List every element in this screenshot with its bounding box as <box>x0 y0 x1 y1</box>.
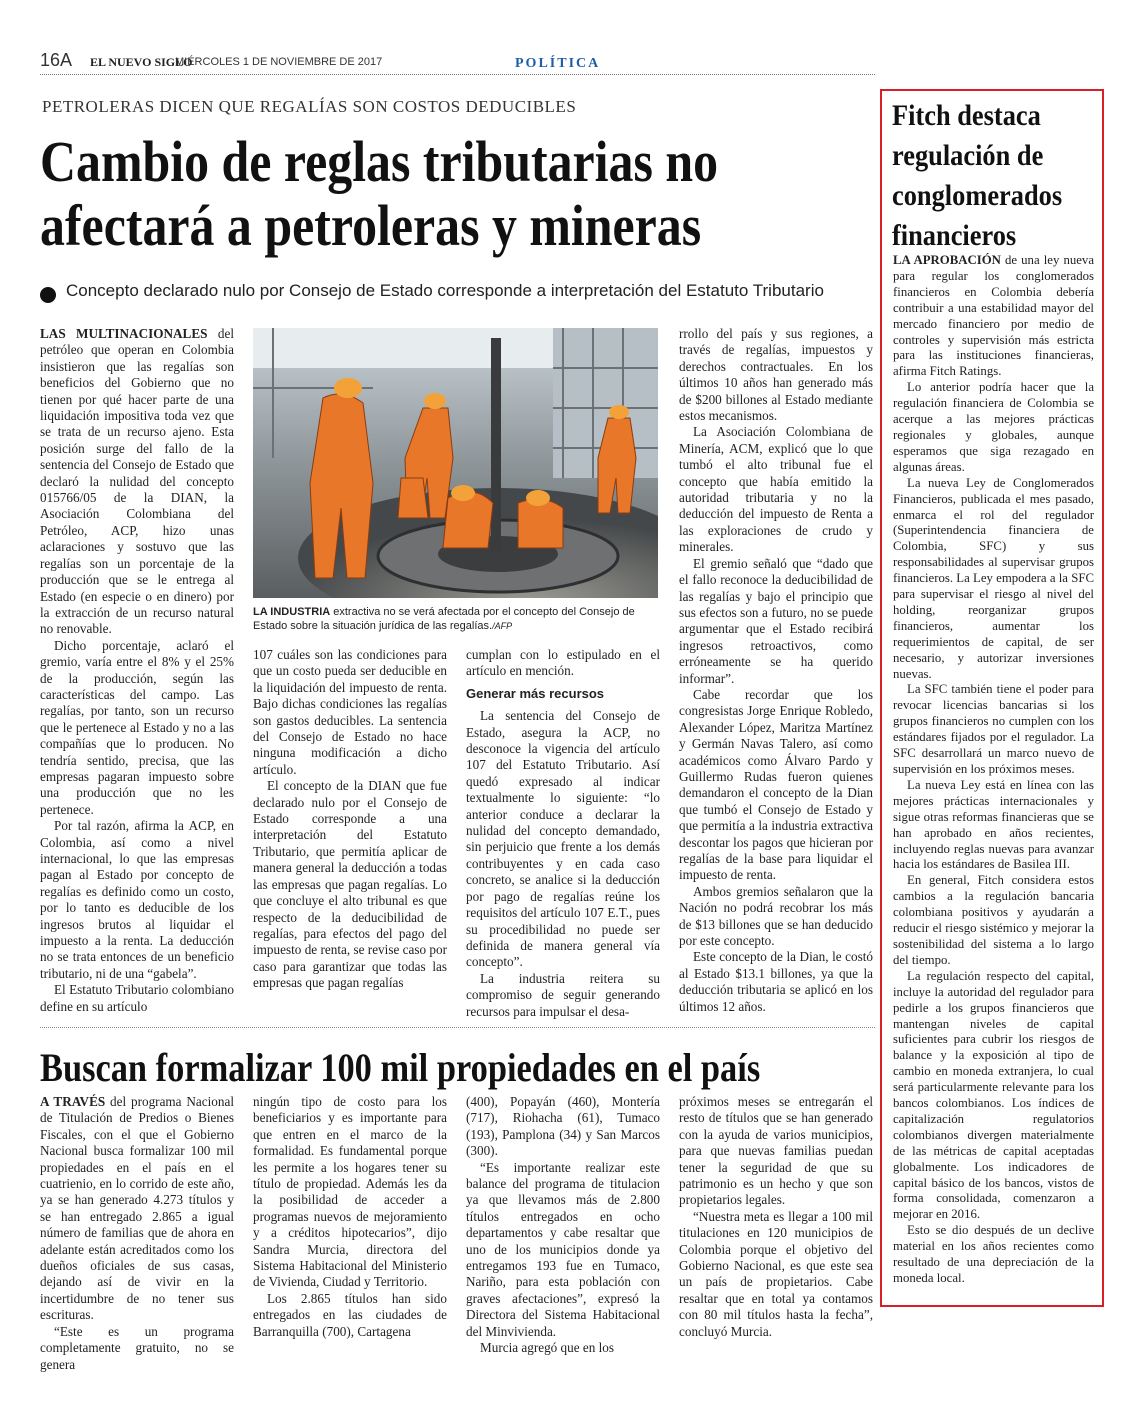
article-kicker: PETROLERAS DICEN QUE REGALÍAS SON COSTOS DEDUCIBLES <box>42 97 577 116</box>
article-divider <box>40 1027 875 1028</box>
issue-date: MIÉRCOLES 1 DE NOVIEMBRE DE 2017 <box>175 56 383 68</box>
paragraph: 107 cuáles son las condiciones para que un costo pueda ser deducible en la liquidación del impuesto de renta. Bajo dichas condiciones las regalías son gastos deducibles. La sentencia del Consejo de Estado no hace ninguna modificación a dicho artículo. <box>253 647 447 777</box>
newspaper-name: EL NUEVO SIGLO <box>90 55 193 69</box>
lead-in: LA APROBACIÓN <box>893 253 1001 267</box>
sidebar-column <box>893 253 1094 1287</box>
paragraph-text: del programa Nacional de Titulación de Predios o Bienes Fiscales, con el que el Gobierno Nacional busca formalizar 100 mil propiedades en el país en el cuatrienio, en lo corrido de este año, ya se han generado 4.273 títulos y se han entregado 2.865 a igual número de familias que de ahora en adelante están acreditados como los dueños oficiales de sus casas, dejando así de vivir en la incertidumbre de no tener sus escrituras. <box>40 1094 234 1323</box>
photo-credit: /AFP <box>492 621 513 631</box>
article-column-4 <box>679 326 873 1015</box>
caption-text: extractiva no se verá afectada por el concepto del Consejo de Estado sobre la situación jurídica de las regalías. <box>253 606 635 632</box>
photo-caption <box>253 605 658 633</box>
paragraph: Los 2.865 títulos han sido entregados en las ciudades de Barranquilla (700), Cartagena <box>253 1290 447 1339</box>
paragraph: La nueva Ley está en línea con las mejores prácticas internacionales y sigue otras reformas financieras que se han aprobado en años recientes, incluyendo reglas nuevas para avanzar hacia los estándares de Basilea III. <box>893 777 1094 872</box>
section-label: POLÍTICA <box>515 56 601 71</box>
paragraph: Lo anterior podría hacer que la regulación financiera de Colombia se acerque a las mejores prácticas regionales y globales, aunque esperamos que siga rezagado en algunas áreas. <box>893 380 1094 474</box>
paragraph: rrollo del país y sus regiones, a través de regalías, impuestos y derechos contractuales. En los últimos 10 años han generado más de $200 billones al Estado mediante estos mecanismos. <box>679 326 873 424</box>
paragraph: El gremio señaló que “dado que el fallo reconoce la deducibilidad de las regalías y bajo el principio que sus efectos son a futuro, no se puede argumentar que el Estado recibirá ingresos retroactivos, como erróneamente se ha querido informar”. <box>679 555 873 686</box>
paragraph: La industria reitera su compromiso de seguir generando recursos para impulsar el desa- <box>466 970 660 1019</box>
article-photo <box>253 328 658 598</box>
paragraph: Ambos gremios señalaron que la Nación no podrá recobrar los más de $13 billones que se han deducido por este concepto. <box>679 883 873 949</box>
paragraph: “Nuestra meta es llegar a 100 mil titulaciones en 120 municipios de Colombia porque el objetivo del Gobierno Nacional, es que este sea un país de propietarios. Cabe resaltar que en total ya contamos con 80 mil títulos hasta la fecha”, concluyó Murcia. <box>679 1208 873 1339</box>
paragraph: Cabe recordar que los congresistas Jorge Enrique Robledo, Alexander López, Maritza Martínez y Germán Navas Talero, así como académicos como Álvaro Pardo y Guillermo Rudas fueron quienes demandaron el concepto de la Dian que tumbó el Consejo de Estado y que permitía a la industria extractiva descontar los pagos que hicieran por regalías de la base para liquidar el impuesto de renta. <box>679 686 873 883</box>
page-number: 16A <box>40 50 73 70</box>
sidebar-headline: Fitch destaca regulación de conglomerados financieros <box>892 99 1063 252</box>
paragraph: cumplan con lo estipulado en el artículo en mención. <box>466 647 660 679</box>
paragraph: La sentencia del Consejo de Estado, asegura la ACP, no desconoce la vigencia del artículo 107 del Estatuto Tributario. Así quedó expresado al indicar textualmente lo siguiente: “lo anterior conduce a declarar la nulidad del concepto demandado, sin perjuicio que frente a los demás contribuyentes y en cada caso concreto, se analice si la deducción por pago de regalías reúne los requisitos del artículo 107 E.T., pues su procedibilidad no puede ser definida de manera general vía concepto”. <box>466 708 660 970</box>
paragraph <box>40 1094 234 1324</box>
lead-in: A TRAVÉS <box>40 1094 106 1109</box>
article-column-3 <box>466 647 660 1020</box>
paragraph: “Este es un programa completamente gratuito, no se genera <box>40 1323 234 1372</box>
header-rule <box>40 74 875 75</box>
lead-in: LAS MULTINACIONALES <box>40 326 208 341</box>
article2-column-4 <box>679 1094 873 1340</box>
paragraph <box>40 326 234 638</box>
paragraph: ningún tipo de costo para los beneficiarios y es importante para que entren en el marco de la formalidad. Es fundamental porque les permite a los hogares tener su título de propiedad. Además les da la posibilidad de acceder a programas nuevos de mejoramiento y a créditos hipotecarios”, dijo Sandra Murcia, directora del Sistema Habitacional del Ministerio de Vivienda, Ciudad y Territorio. <box>253 1094 447 1290</box>
headline-line-1: Cambio de reglas tributarias no <box>40 129 719 194</box>
article-subtitle: Concepto declarado nulo por Consejo de Estado corresponde a interpretación del Estatuto Tributario <box>66 281 824 300</box>
paragraph: La SFC también tiene el poder para revocar licencias bancarias si los grupos financieros no cumplen con los estándares fijados por el regulador. La SFC desarrollará un marco nuevo de supervisión en los próximos meses. <box>893 682 1094 776</box>
headline-line-2: afectará a petroleras y mineras <box>40 193 702 258</box>
paragraph: “Es importante realizar este balance del programa de titulacion ya que llevamos más de 2.800 títulos entregados en ocho departamentos y cabe resaltar que uno de los municipios donde ya entregamos 193 fue en Tumaco, Nariño, para esta población con graves afectaciones”, expresó la Directora del Sistema Habitacional del Minvivienda. <box>466 1159 660 1339</box>
paragraph: En general, Fitch considera estos cambios a la regulación bancaria colombiana positivos y ayudarán a reducir el riesgo sistémico y mejorar la sostenibilidad del sistema a lo largo del tiempo. <box>893 873 1094 967</box>
paragraph: Dicho porcentaje, aclaró el gremio, varía entre el 8% y el 25% de la producción, según las características del campo. Las regalías, por tanto, son un recurso que le pertenece al Estado y no a las compañías que lo producen. No tendría sentido, precisa, que las empresas pagaran impuesto sobre una producción que no les pertenece. <box>40 637 234 817</box>
paragraph: (400), Popayán (460), Montería (717), Riohacha (61), Tumaco (193), Pamplona (34) y San Marcos (300). <box>466 1094 660 1159</box>
paragraph-text: del petróleo que operan en Colombia insistieron que las regalías son beneficios del Gobierno que no tienen por qué hacer parte de una liquidación impositiva toda vez que se trata de un recurso ajeno. Esta posición surge del fallo de la sentencia del Consejo de Estado que declaró la nulidad del concepto 015766/05 de la DIAN, la Asociación Colombiana del Petróleo, ACP, hizo unas aclaraciones y sostuvo que las regalías son un porcentaje de la producción que se le entrega al Estado (en especie o en dinero) por la extracción de un recurso natural no renovable. <box>40 326 234 637</box>
article-headline <box>40 130 754 258</box>
caption-lead: LA INDUSTRIA <box>253 606 331 618</box>
paragraph: próximos meses se entregarán el resto de títulos que se han generado con la ayuda de varios municipios, para que nuevas familias puedan tener la seguridad de que su patrimonio es un hecho y que son propietarios legales. <box>679 1094 873 1208</box>
article2-column-3 <box>466 1094 660 1357</box>
paragraph: Por tal razón, afirma la ACP, en Colombia, así como a nivel internacional, lo que las empresas pagan al Estado por concepto de regalías es definido como un costo, por lo tanto es deducible de los ingresos brutos al liquidar el impuesto a la renta. La deducción no se trata entonces de un beneficio tributario, ni de una “gabela”. <box>40 818 234 981</box>
bullet-icon <box>40 287 56 303</box>
paragraph: La Asociación Colombiana de Minería, ACM, explicó que lo que tumbó el alto tribunal fue el concepto que había emitido la autoridad tributaria y no la deducción del impuesto de Renta a las exploraciones de crudo y minerales. <box>679 424 873 555</box>
paragraph: Este concepto de la Dian, le costó al Estado $13.1 billones, ya que la deducción tributaria se aplicó en los últimos 12 años. <box>679 949 873 1014</box>
paragraph-text: de una ley nueva para regular los conglomerados financieros en Colombia debería contribuir a una estabilidad mayor del mercado financiero por medio de controles y supervisión más estricta para las instituciones financieras, afirma Fitch Ratings. <box>893 253 1094 379</box>
oil-rig-workers-image <box>253 328 658 598</box>
paragraph: Murcia agregó que en los <box>480 1340 615 1356</box>
article-column-2 <box>253 647 447 992</box>
article2-column-1 <box>40 1094 234 1373</box>
paragraph: El concepto de la DIAN que fue declarado nulo por el Consejo de Estado corresponde a una interpretación del Estatuto Tributario, que permitía aplicar de manera general la deducción a todas las empresas que pagan regalías. Lo que concluye el alto tribunal es que respecto de la deducibilidad de regalías, para efectos del pago del impuesto de renta, se revise caso por caso para garantizar que todas las empresas que pagan regalías <box>253 778 447 991</box>
paragraph: El Estatuto Tributario colombiano define en su artículo <box>40 982 234 1014</box>
paragraph: La regulación respecto del capital, incluye la autoridad del regulador para pedirle a los grupos financieros que mantengan niveles de capital suficientes para cubrir los riesgos de balance y la exposición al tipo de cambio en moneda extranjera, lo cual será particularmente relevante para los bancos colombianos. Los índices de capitalización regulatorios colombianos divergen materialmente de las métricas de capital aceptadas globalmente. Los indicadores de capital básico de los bancos, vistos de forma consolidada, comenzaron a mejorar en 2016. <box>893 968 1094 1222</box>
subheading: Generar más recursos <box>466 685 605 701</box>
paragraph: Esto se dio después de un declive material en los años recientes como resultado de una depreciación de la moneda local. <box>893 1223 1094 1285</box>
article2-column-2 <box>253 1094 447 1340</box>
article-column-1 <box>40 326 234 1015</box>
paragraph <box>893 253 1094 380</box>
article2-headline: Buscan formalizar 100 mil propiedades en el país <box>40 1045 761 1090</box>
paragraph: La nueva Ley de Conglomerados Financieros, publicada el mes pasado, enmarca el rol del regulador (Superintendencia financiera de Colombia, SFC) y sus responsabilidades al supervisar grupos financieros. La Ley empodera a la SFC para supervisar el riesgo al nivel del holding, reorganizar grupos financieros, aumentar los requerimientos de capital, de ser necesario, y autorizar inversiones nuevas. <box>893 475 1094 681</box>
